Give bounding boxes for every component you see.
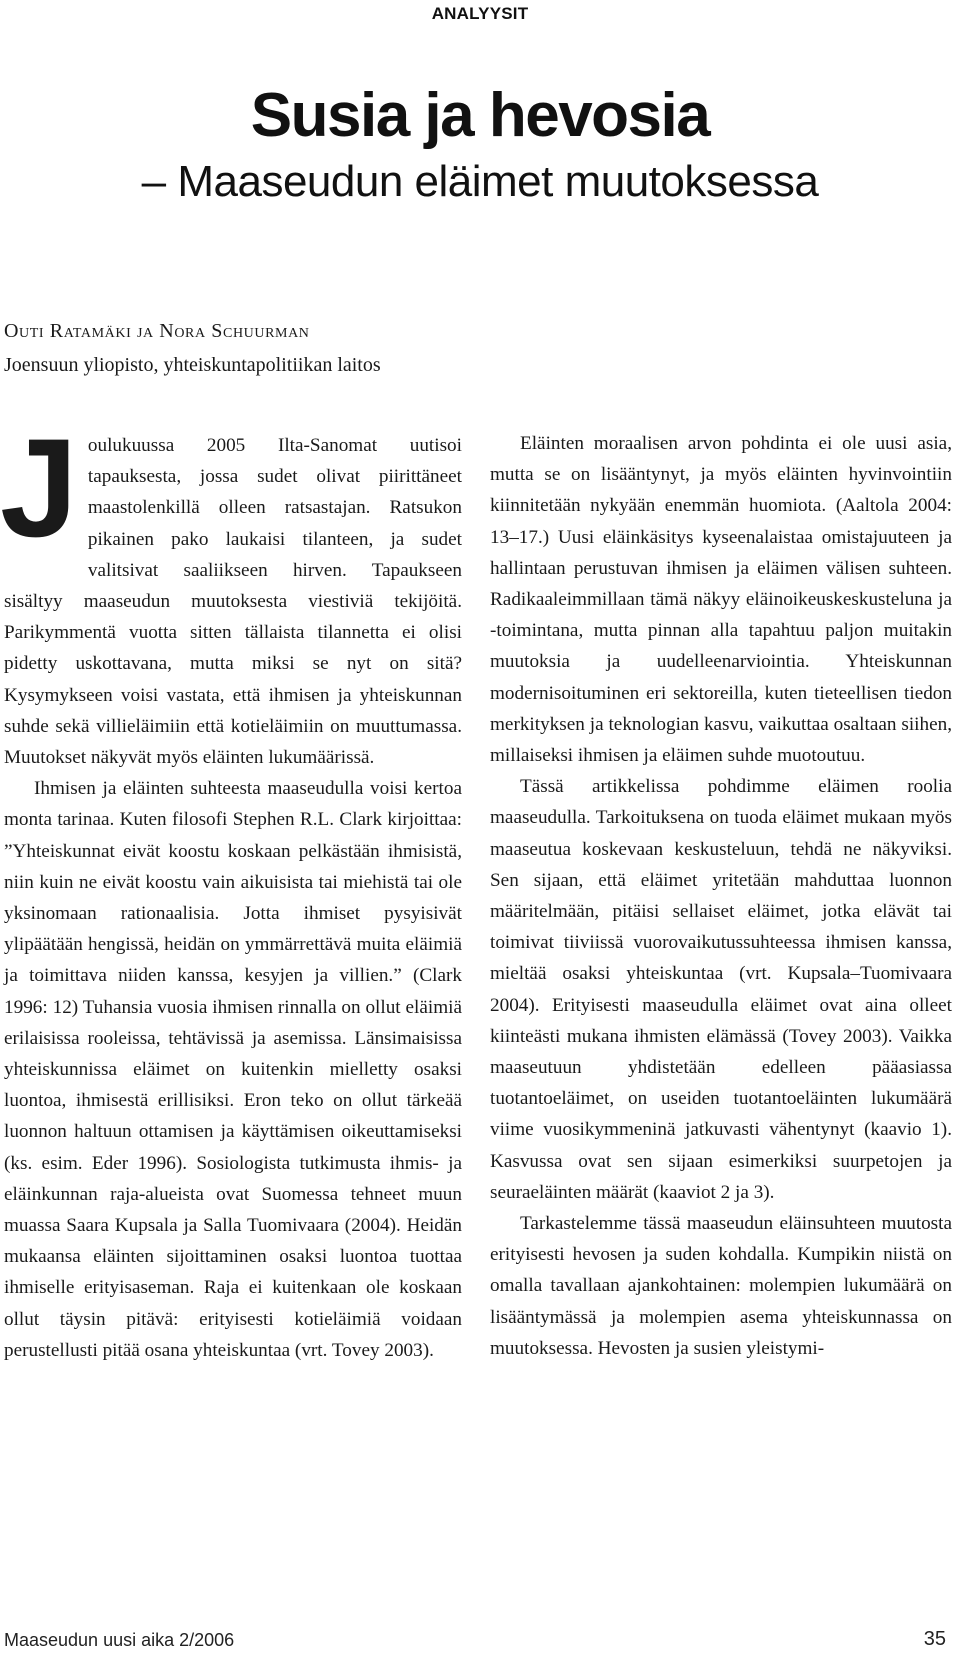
paragraph: Ihmisen ja eläinten suhteesta maaseudulla voisi kertoa monta tarinaa. Kuten filosofi Stephen R.L. Clark kirjoittaa: ”Yhteiskunnat eivät koostu koskaan pelkästään ihmisistä, niin kuin ne eivät koostu vain aikuisista tai miehistä tai ole yksinomaan rationaalisia. Jotta ihmiset pysyisivät ylipäätään hengissä, heidän on ymmärrettävä muita eläimiä ja toimittava niiden kanssa, kesyjen ja villien.” (Clark 1996: 12) Tuhansia vuosia ihmisen rinnalla on ollut eläimiä erilaisissa rooleissa, tehtävissä ja asemissa. Länsimaisissa yhteiskunnissa eläimet on kuitenkin mielletty osaksi luontoa, ihmisestä erillisiksi. Eron teko on ollut tärkeää luonnon haltuun ottamisen ja käyttämisen oikeuttamiseksi (ks. esim. Eder 1996). Sosiologista tutkimusta ihmis- ja eläinkunnan raja-alueista ovat Suomessa tehneet muun muassa Saara Kupsala ja Salla Tuomivaara (2004). Heidän mukaansa eläinten sijoittaminen osaksi luontoa tuottaa ihmiselle erityisaseman. Raja ei kuitenkaan ole koskaan ollut täysin pitävä: erityisesti kotieläimiä voidaan perustellusti pitää osana yhteiskuntaa (vrt. Tovey 2003). <box>4 778 462 1361</box>
publication-name: Maaseudun uusi aika 2/2006 <box>4 1630 235 1650</box>
page-number: 35 <box>923 1628 946 1650</box>
paragraph: Tässä artikkelissa pohdimme eläimen roolia maaseudulla. Tarkoituksena on tuoda eläimet mukaan myös maaseutua koskevaan keskusteluun, tehdä ne näkyviksi. Sen sijaan, että eläimet yritetään mahduttaa luonnon määritelmään, pitäisi sellaiset eläimet, jotka elävät tai toimivat tiiviissä vuorovaikutussuhteessa ihmisen kanssa, mieltää osaksi yhteiskuntaa (vrt. Kupsala–Tuomivaara 2004). Erityisesti maaseudulla eläimet ovat aina olleet kiinteästi mukana ihmisten elämässä (Tovey 2003). Vaikka maaseutuun yhdistetään edelleen pääasiassa tuotantoeläimet, on useiden tuotantoeläinten lukumäärä viime vuosikymmeninä jatkuvasti vähentynyt (kaavio 1). Kasvussa ovat sen sijaan esimerkiksi suurpetojen ja seuraeläinten määrät (kaaviot 2 ja 3). <box>490 776 952 1203</box>
author-affiliation: Joensuun yliopisto, yhteiskuntapolitiikan laitos <box>4 354 381 376</box>
right-column <box>490 428 952 1364</box>
article-subtitle: – Maaseudun eläimet muutoksessa <box>141 157 819 206</box>
left-column <box>0 409 462 1366</box>
paragraph <box>0 409 462 773</box>
paragraph-text: oulukuussa 2005 Ilta-Sanomat uutisoi tapauksesta, jossa sudet olivat piirittäneet maastolenkillä olleen ratsastajan. Ratsukon pikainen pako laukaisi tilanteen, ja sudet valitsivat saaliikseen hirven. Tapaukseen sisältyy maaseudun muutoksesta viestiviä tekijöitä. Parikymmentä vuotta sitten tällaista tilannetta ei olisi pidetty uskottavana, mutta miksi se nyt on sitä? Kysymykseen voisi vastata, että ihmisen ja yhteiskunnan suhde sekä villieläimiin että kotieläimiin on muuttumassa. Muutokset näkyvät myös eläinten lukumäärissä. <box>4 435 462 769</box>
article-authors: Outi Ratamäki ja Nora Schuurman <box>4 320 310 342</box>
section-label: ANALYYSIT <box>431 4 529 23</box>
article-title: Susia ja hevosia <box>250 81 710 150</box>
paragraph: Tarkastelemme tässä maaseudun eläinsuhteen muutosta erityisesti hevosen ja suden kohdalla. Kumpikin niistä on omalla tavallaan ajankohtainen: molempien lukumäärä on lisääntymässä ja molempien asema yhteiskunnassa on muutoksessa. Hevosten ja susien yleistymi- <box>490 1213 952 1359</box>
paragraph: Eläinten moraalisen arvon pohdinta ei ole uusi asia, mutta se on lisääntynyt, ja myös eläinten hyvinvointiin kiinnitetään nykyään enemmän huomiota. (Aaltola 2004: 13–17.) Uusi eläinkäsitys kyseenalaistaa omistajuuteen ja hallintaan perustuvan ihmisen ja eläimen välisen suhteen. Radikaaleimmillaan tämä näkyy eläinoikeuskeskusteluna ja -toimintana, mutta pinnan alla tapahtuu paljon muitakin muutoksia ja uudelleenarviointia. Yhteiskunnan modernisoituminen eri sektoreilla, kuten tieteellisen tiedon merkityksen ja teknologian kasvu, vaikuttaa osaltaan siihen, millaiseksi ihmisen ja eläimen suhde muotoutuu. <box>490 433 952 767</box>
drop-cap: J <box>0 409 78 566</box>
